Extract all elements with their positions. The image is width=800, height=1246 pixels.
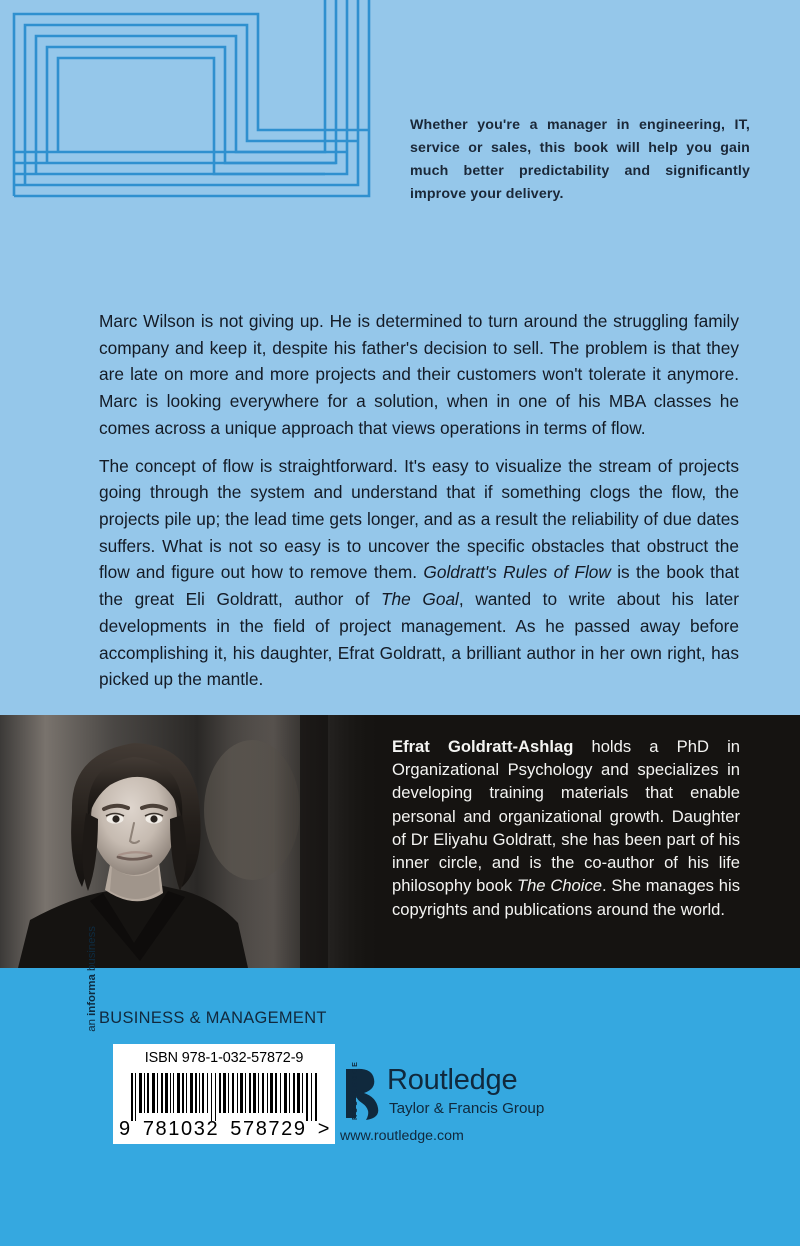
blurb-paragraph-1: Marc Wilson is not giving up. He is determined to turn around the struggling family company and keep it, despite his father's decision to sell. The problem is that they are late on more and more projects and their customers won't tolerate it anymore. Marc is looking everywhere for a solution, when in one of his MBA classes he comes across a unique approach that views operations in terms of flow. — [99, 311, 739, 438]
publisher-group: Taylor & Francis Group — [389, 1100, 545, 1117]
author-photo — [0, 715, 380, 968]
blurb-text-block — [99, 308, 739, 693]
informa-business-label — [83, 926, 101, 1046]
barcode-first-digit: 9 — [119, 1118, 132, 1140]
book-title-the-goal: The Goal — [381, 589, 459, 610]
barcode-group-2: 578729 — [230, 1118, 307, 1140]
blurb-p2-part-a: The concept of flow is straightforward. It's easy to visualize the stream of projects going through the system and understand that if something clogs the flow, the projects pile up; the lead time gets longer, and as a result the reliability of due dates suffers. What is not so easy is to uncover the specific obstacles that obstruct the flow and figure out how to remove them. — [99, 455, 739, 583]
barcode-group-1: 781032 — [142, 1118, 220, 1140]
barcode-end-marker: > — [317, 1118, 331, 1140]
blurb-paragraph-2 — [99, 453, 739, 693]
informa-suffix: business — [86, 926, 98, 975]
informa-prefix: an — [86, 1015, 98, 1032]
maze-decoration-graphic — [0, 0, 420, 300]
publisher-url: www.routledge.com — [340, 1128, 464, 1144]
routledge-vertical-wordmark: ROUTLEDGE — [350, 1060, 359, 1120]
barcode-icon — [131, 1073, 319, 1121]
author-name: Efrat Goldratt-Ashlag — [392, 737, 574, 756]
book-title-rules-of-flow: Goldratt's Rules of Flow — [423, 562, 611, 583]
pull-quote-text: Whether you're a manager in engineering, IT, service or sales, this book will help you gain much better predictability and significantly improve your delivery. — [410, 117, 750, 202]
blurb-p2-part-b: is the book that the great Eli Goldratt, author of — [99, 562, 740, 610]
publisher-name: Routledge — [387, 1064, 518, 1096]
pull-quote — [410, 114, 750, 206]
isbn-number: ISBN 978-1-032-57872-9 — [144, 1050, 304, 1066]
author-bio — [392, 735, 740, 921]
informa-brand: informa — [86, 974, 98, 1016]
category-label: BUSINESS & MANAGEMENT — [99, 1009, 327, 1027]
barcode-digits — [119, 1118, 331, 1141]
author-bio-part-a: holds a PhD in Organizational Psychology and specializes in developing training materials that enable personal and organizational growth. Daughter of Dr Eliyahu Goldratt, she has been part of his inner circle, and is the co-author of his life philosophy book — [392, 737, 740, 896]
author-bio-part-b: . She manages his copyrights and publications around the world. — [392, 876, 740, 919]
author-band — [0, 715, 800, 968]
publisher-logo — [338, 1060, 568, 1146]
book-title-the-choice: The Choice — [516, 876, 602, 896]
blurb-p2-part-c: , wanted to write about his later developments in the field of project management. As he passed away before accomplishing it, his daughter, Efrat Goldratt, a brilliant author in her own right, has picked up the mantle. — [99, 589, 739, 690]
isbn-barcode-block — [113, 1044, 335, 1144]
